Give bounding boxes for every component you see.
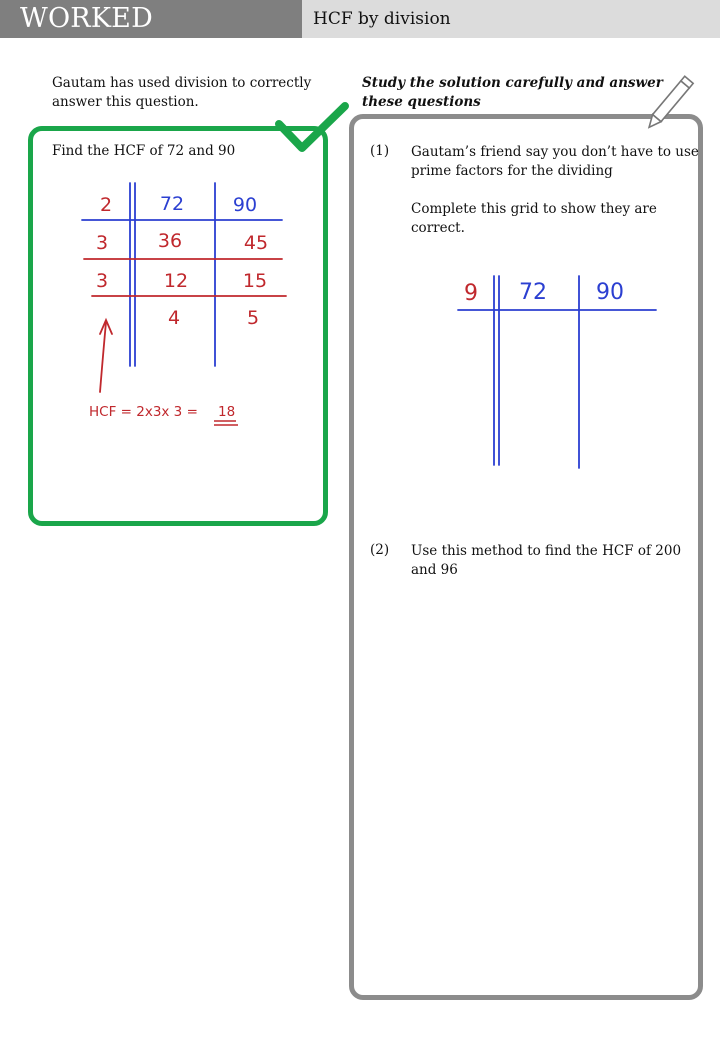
divisor-2: 3	[95, 232, 109, 254]
col2-value-2: 45	[243, 232, 269, 254]
col1-value-3: 12	[163, 270, 189, 292]
question-1-text: Gautam’s friend say you don’t have to use prime factors for the dividing	[411, 144, 699, 179]
question-2-text: Use this method to find the HCF of 200 and 96	[411, 543, 682, 578]
col2-value-1: 90	[232, 194, 258, 216]
col2-value-4: 5	[246, 307, 260, 329]
grid-col2-value: 90	[596, 280, 624, 305]
col2-value-3: 15	[242, 270, 268, 292]
col1-value-2: 36	[157, 230, 183, 252]
hcf-result-label: HCF = 2x3x 3 =	[89, 404, 198, 420]
question-2-number: (2)	[370, 542, 390, 558]
topic-title: HCF by division	[313, 9, 451, 29]
divisor-3: 3	[95, 270, 109, 292]
question-1-text-2: Complete this grid to show they are correct.	[411, 201, 657, 236]
intro-text: Gautam has used division to correctly answer this question.	[52, 75, 312, 110]
grid-col1-value: 72	[519, 280, 547, 305]
col1-value-1: 72	[159, 193, 185, 215]
divisor-1: 2	[99, 194, 113, 216]
col1-value-4: 4	[167, 307, 181, 329]
question-1-grid	[458, 276, 656, 468]
grid-divisor: 9	[464, 281, 478, 306]
pencil-icon	[645, 76, 693, 131]
question-1-number: (1)	[370, 143, 390, 159]
arrow-up-icon	[100, 320, 112, 392]
example-prompt: Find the HCF of 72 and 90	[52, 143, 236, 159]
hcf-result-value: 18	[218, 404, 236, 420]
worked-example-tag: WORKED EXAMPLE	[0, 0, 302, 38]
instruction-text: Study the solution carefully and answer these questions	[362, 75, 663, 110]
checkmark-icon	[279, 106, 345, 148]
